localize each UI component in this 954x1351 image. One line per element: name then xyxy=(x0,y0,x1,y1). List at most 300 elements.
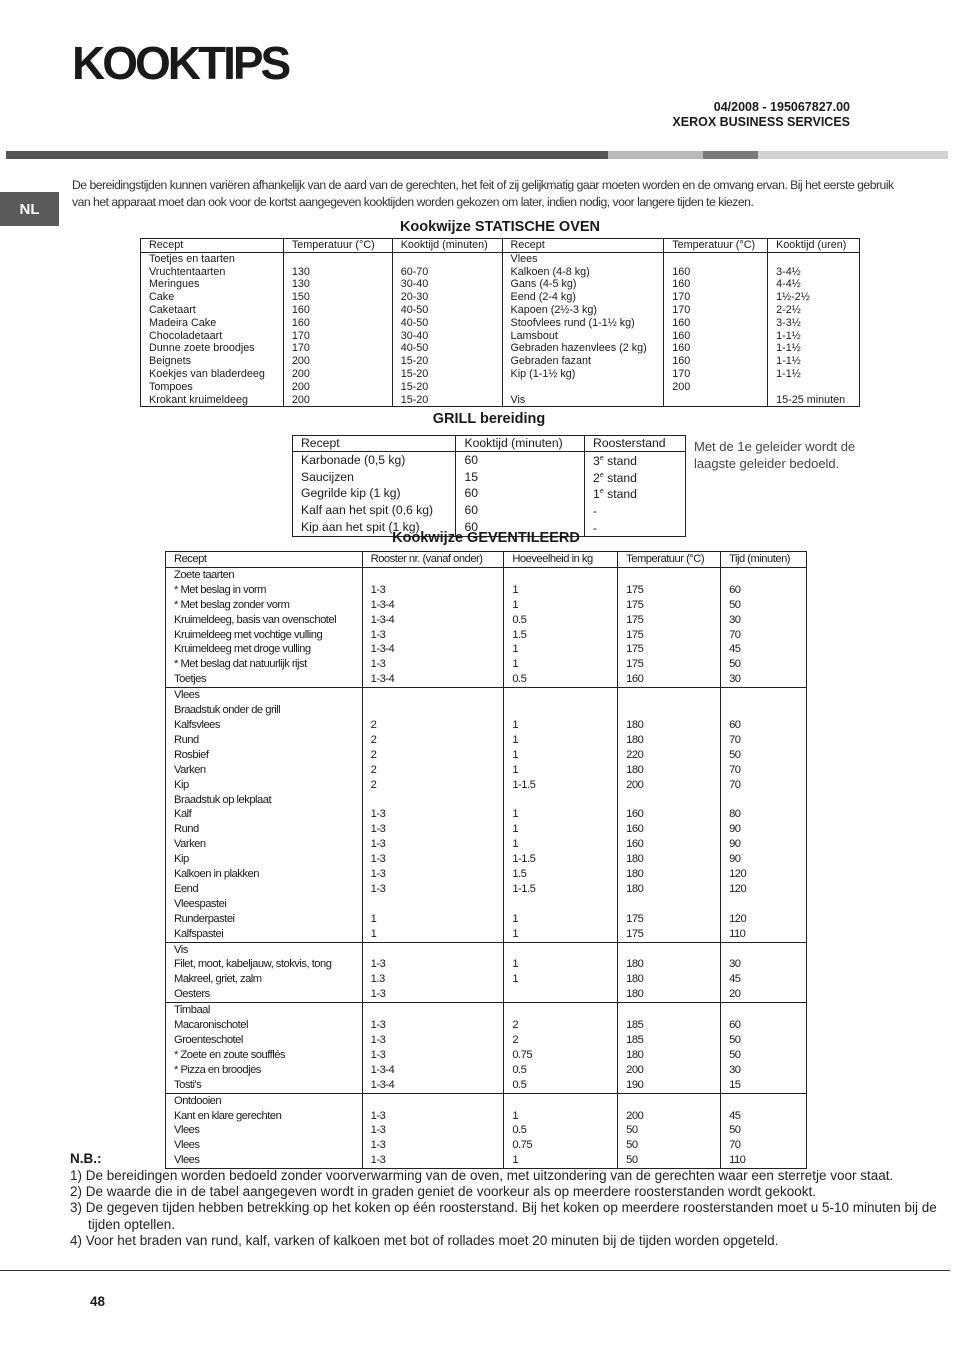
table-row xyxy=(166,567,807,582)
language-tab: NL xyxy=(0,192,59,226)
table-cell: 180 xyxy=(618,882,721,897)
table-row xyxy=(166,688,807,703)
shelf-ordinal: e xyxy=(599,454,604,462)
table-cell: Vis xyxy=(502,394,664,407)
table-row xyxy=(166,897,807,912)
table-cell: Stoofvlees rund (1-1½ kg) xyxy=(502,317,664,330)
table-cell: 45 xyxy=(721,642,807,657)
table-cell: Gebraden hazenvlees (2 kg) xyxy=(502,342,664,355)
table-cell: Kip aan het spit (1 kg) xyxy=(293,519,456,536)
table-cell: 15-20 xyxy=(392,394,502,407)
doc-ref-line2: XEROX BUSINESS SERVICES xyxy=(672,115,850,129)
table-cell: 150 xyxy=(283,291,392,304)
table-row xyxy=(141,330,860,343)
table-row xyxy=(141,278,860,291)
table-row xyxy=(166,763,807,778)
table-cell: 0.5 xyxy=(504,1123,618,1138)
table-cell xyxy=(721,1003,807,1018)
document-reference xyxy=(672,100,850,130)
table-row xyxy=(293,469,686,486)
table-cell: * Zoete en zoute soufflés xyxy=(166,1048,363,1063)
table-cell: 60 xyxy=(721,583,807,598)
table-cell: 15 xyxy=(456,469,585,486)
table-cell xyxy=(664,394,768,407)
table-cell: 1.3 xyxy=(362,972,504,987)
table-cell: Gegrilde kip (1 kg) xyxy=(293,485,456,502)
table-cell: 1-3 xyxy=(362,852,504,867)
table-row xyxy=(166,1048,807,1063)
table-cell: Kalkoen (4-8 kg) xyxy=(502,266,664,279)
table-row xyxy=(141,368,860,381)
grill-note: Met de 1e geleider wordt de laagste geleider bedoeld. xyxy=(694,439,856,471)
table-cell: Kapoen (2½-3 kg) xyxy=(502,304,664,317)
column-header: Recept xyxy=(166,552,363,568)
table-cell: 50 xyxy=(721,598,807,613)
table-cell: 20 xyxy=(721,987,807,1002)
table-cell: 200 xyxy=(618,1063,721,1078)
table-row xyxy=(166,778,807,793)
page-number: 48 xyxy=(90,1294,106,1309)
table-cell: 15-25 minuten xyxy=(768,394,860,407)
table-cell: 1-3 xyxy=(362,583,504,598)
table-row xyxy=(166,672,807,687)
table-cell: Kalf aan het spit (0,6 kg) xyxy=(293,502,456,519)
table-cell: 1-3 xyxy=(362,1153,504,1168)
shelf-suffix: stand xyxy=(603,453,637,468)
table-row xyxy=(166,1078,807,1093)
table-cell: 200 xyxy=(664,381,768,394)
column-header: Roosterstand xyxy=(585,436,686,452)
table-cell: 1-1.5 xyxy=(504,852,618,867)
table-cell xyxy=(585,485,686,502)
table-cell: 175 xyxy=(618,912,721,927)
table-cell: 160 xyxy=(283,304,392,317)
table-cell: 60 xyxy=(456,485,585,502)
table-cell: Eend (2-4 kg) xyxy=(502,291,664,304)
table-cell: 1-3 xyxy=(362,987,504,1002)
table-row xyxy=(166,718,807,733)
table-row xyxy=(166,867,807,882)
table-cell: 175 xyxy=(618,657,721,672)
table-row xyxy=(166,987,807,1002)
table-cell: 1 xyxy=(504,807,618,822)
table-cell: 90 xyxy=(721,852,807,867)
table-cell: 1 xyxy=(504,1109,618,1124)
table-cell: 1 xyxy=(504,583,618,598)
table-cell: 1-3 xyxy=(362,1109,504,1124)
column-header: Rooster nr. (vanaf onder) xyxy=(362,552,504,568)
table-cell: Varken xyxy=(166,763,363,778)
table-cell: 50 xyxy=(721,748,807,763)
table-cell: Kruimeldeeg met vochtige vulling xyxy=(166,628,363,643)
table-cell: 50 xyxy=(721,1123,807,1138)
table-cell: Tosti's xyxy=(166,1078,363,1093)
table-row xyxy=(166,852,807,867)
table-cell xyxy=(504,1003,618,1018)
table-cell: Vis xyxy=(166,942,363,957)
table-cell: 180 xyxy=(618,852,721,867)
table-cell xyxy=(504,897,618,912)
table-cell xyxy=(664,252,768,265)
table-cell: 1 xyxy=(504,598,618,613)
table-cell xyxy=(362,703,504,718)
table-cell: Dunne zoete broodjes xyxy=(141,342,284,355)
table-row xyxy=(166,1123,807,1138)
table-row xyxy=(293,502,686,519)
table-cell xyxy=(502,381,664,394)
table-cell: 1-3 xyxy=(362,807,504,822)
table-cell: 200 xyxy=(283,355,392,368)
table-row xyxy=(166,822,807,837)
table-cell: Timbaal xyxy=(166,1003,363,1018)
table-cell: 160 xyxy=(283,317,392,330)
table-cell: 0.75 xyxy=(504,1048,618,1063)
table-cell: 1-3 xyxy=(362,657,504,672)
table-cell: 1½-2½ xyxy=(768,291,860,304)
table-cell: 120 xyxy=(721,882,807,897)
table-cell: 70 xyxy=(721,778,807,793)
doc-ref-line1: 04/2008 - 195067827.00 xyxy=(713,100,850,114)
table-cell: 30-40 xyxy=(392,330,502,343)
table-row xyxy=(166,972,807,987)
table-cell xyxy=(721,897,807,912)
table-cell: 1-3 xyxy=(362,822,504,837)
shelf-number: 2 xyxy=(593,470,600,485)
table-cell: 2-2½ xyxy=(768,304,860,317)
header-bar-mid xyxy=(703,151,758,159)
table-cell: 2 xyxy=(362,763,504,778)
table-row xyxy=(166,793,807,808)
table-cell: 1-1½ xyxy=(768,368,860,381)
table-cell xyxy=(768,381,860,394)
table-cell: 170 xyxy=(664,291,768,304)
table-cell: Macaronischotel xyxy=(166,1018,363,1033)
table-cell: 30 xyxy=(721,672,807,687)
table-row xyxy=(293,451,686,468)
table-cell: 1 xyxy=(504,912,618,927)
table-cell: Karbonade (0,5 kg) xyxy=(293,451,456,468)
table-cell: Vlees xyxy=(166,688,363,703)
table-cell: 1-3 xyxy=(362,882,504,897)
table-cell: 2 xyxy=(362,733,504,748)
table-cell: 1-3-4 xyxy=(362,672,504,687)
table-cell: Kip (1-1½ kg) xyxy=(502,368,664,381)
table-cell: Kalf xyxy=(166,807,363,822)
table-cell: Ontdooien xyxy=(166,1093,363,1108)
table-cell: 0.5 xyxy=(504,1078,618,1093)
page-title: KOOKTIPS xyxy=(72,37,289,89)
table-cell: 160 xyxy=(664,266,768,279)
table-cell: 45 xyxy=(721,972,807,987)
table-cell: 180 xyxy=(618,733,721,748)
table-cell: 170 xyxy=(283,330,392,343)
static-oven-table xyxy=(140,238,860,407)
table-cell: Oesters xyxy=(166,987,363,1002)
table-cell: 1 xyxy=(504,748,618,763)
table-cell: 185 xyxy=(618,1018,721,1033)
table-row xyxy=(166,912,807,927)
ventilated-table xyxy=(165,551,807,1169)
table-cell xyxy=(362,942,504,957)
table-cell: 70 xyxy=(721,628,807,643)
table-row xyxy=(141,355,860,368)
table-cell: 1-3 xyxy=(362,1033,504,1048)
table-cell xyxy=(618,897,721,912)
table-cell: 1 xyxy=(504,927,618,942)
table-cell: 60 xyxy=(721,718,807,733)
table-cell xyxy=(504,703,618,718)
table-cell xyxy=(618,942,721,957)
column-header: Temperatuur (°C) xyxy=(283,239,392,253)
column-header: Kooktijd (minuten) xyxy=(456,436,585,452)
table-cell: Krokant kruimeldeeg xyxy=(141,394,284,407)
table-cell: Varken xyxy=(166,837,363,852)
header-bar-light xyxy=(608,151,703,159)
table-cell: Chocoladetaart xyxy=(141,330,284,343)
table-cell: 170 xyxy=(283,342,392,355)
table-cell xyxy=(362,1093,504,1108)
table-cell: 1 xyxy=(504,957,618,972)
table-cell xyxy=(585,469,686,486)
table-cell: 70 xyxy=(721,1138,807,1153)
table-cell: 2 xyxy=(362,748,504,763)
table-cell: 3-4½ xyxy=(768,266,860,279)
table-cell: 40-50 xyxy=(392,342,502,355)
table-row xyxy=(166,598,807,613)
table-cell: 40-50 xyxy=(392,317,502,330)
column-header: Recept xyxy=(293,436,456,452)
table-row xyxy=(166,1063,807,1078)
table-cell: 175 xyxy=(618,628,721,643)
table-cell: 160 xyxy=(664,330,768,343)
table-cell: 170 xyxy=(664,304,768,317)
table-cell xyxy=(392,252,502,265)
table-cell: 50 xyxy=(618,1153,721,1168)
table-row xyxy=(166,1018,807,1033)
table-cell: 175 xyxy=(618,613,721,628)
table-cell: 1-3 xyxy=(362,1018,504,1033)
table-cell: Tompoes xyxy=(141,381,284,394)
table-cell: 50 xyxy=(721,1048,807,1063)
table-cell: 160 xyxy=(664,355,768,368)
table-cell: Gans (4-5 kg) xyxy=(502,278,664,291)
table-cell xyxy=(768,252,860,265)
table-cell: 1 xyxy=(504,972,618,987)
table-cell: 160 xyxy=(618,837,721,852)
table-cell xyxy=(362,688,504,703)
table-cell: 180 xyxy=(618,718,721,733)
table-cell: 15 xyxy=(721,1078,807,1093)
table-cell xyxy=(618,688,721,703)
table-cell: 0.5 xyxy=(504,613,618,628)
shelf-suffix: stand xyxy=(603,470,637,485)
table-cell: Gebraden fazant xyxy=(502,355,664,368)
table-cell: 200 xyxy=(618,1109,721,1124)
table-cell: 0.75 xyxy=(504,1138,618,1153)
table-cell xyxy=(618,1093,721,1108)
table-cell: 1 xyxy=(362,912,504,927)
table-cell: 220 xyxy=(618,748,721,763)
table-cell: 1-3-4 xyxy=(362,598,504,613)
table-cell xyxy=(721,688,807,703)
table-row xyxy=(166,1033,807,1048)
table-cell: Koekjes van bladerdeeg xyxy=(141,368,284,381)
table-cell: 1-1½ xyxy=(768,330,860,343)
table-row xyxy=(141,381,860,394)
table-cell: 1-1.5 xyxy=(504,882,618,897)
table-cell: 60 xyxy=(721,1018,807,1033)
table-row xyxy=(166,1003,807,1018)
table-cell: 1-3 xyxy=(362,867,504,882)
table-cell: Kruimeldeeg met droge vulling xyxy=(166,642,363,657)
table-cell: 1-3-4 xyxy=(362,613,504,628)
notes-list xyxy=(70,1168,940,1249)
table-cell: 1 xyxy=(362,927,504,942)
intro-text: De bereidingstijden kunnen variëren afhankelijk van de aard van de gerechten, het feit of zij gelijkmatig gaar moeten worden en de omvang ervan. Bij het eerste gebruik van het apparaat moet dan ook voor de kortst aangegeven kooktijden worden gekozen om later, indien nodig, voor langere tijden te kiezen. xyxy=(72,178,894,209)
table-cell: 160 xyxy=(664,317,768,330)
table-cell: 80 xyxy=(721,807,807,822)
table-cell: 1.5 xyxy=(504,628,618,643)
table-cell: Rosbief xyxy=(166,748,363,763)
table-cell xyxy=(585,451,686,468)
table-row xyxy=(166,882,807,897)
table-cell: Madeira Cake xyxy=(141,317,284,330)
table-cell: Zoete taarten xyxy=(166,567,363,582)
table-cell: Beignets xyxy=(141,355,284,368)
table-cell: 50 xyxy=(721,1033,807,1048)
table-cell: 70 xyxy=(721,763,807,778)
table-cell: 45 xyxy=(721,1109,807,1124)
table-cell: Toetjes en taarten xyxy=(141,252,284,265)
table-cell: 1-3 xyxy=(362,1048,504,1063)
table-cell: 160 xyxy=(618,822,721,837)
column-header: Temperatuur (°C) xyxy=(618,552,721,568)
table-row xyxy=(141,266,860,279)
table-cell: 175 xyxy=(618,642,721,657)
table-cell xyxy=(618,793,721,808)
table-cell: 60-70 xyxy=(392,266,502,279)
table-row xyxy=(166,1109,807,1124)
table-row xyxy=(166,927,807,942)
grill-title: GRILL bereiding xyxy=(432,411,546,427)
table-cell: * Met beslag in vorm xyxy=(166,583,363,598)
table-cell: 30 xyxy=(721,1063,807,1078)
table-cell: 30 xyxy=(721,613,807,628)
table-cell: Makreel, griet, zalm xyxy=(166,972,363,987)
grill-table xyxy=(292,435,686,537)
static-oven-title: Kookwijze STATISCHE OVEN xyxy=(399,219,601,235)
table-cell: Cake xyxy=(141,291,284,304)
table-cell xyxy=(618,567,721,582)
table-cell: 1-3 xyxy=(362,837,504,852)
table-row xyxy=(166,583,807,598)
table-row xyxy=(166,703,807,718)
table-cell: Groenteschotel xyxy=(166,1033,363,1048)
table-cell: 1-1½ xyxy=(768,355,860,368)
table-cell xyxy=(721,793,807,808)
shelf-number: 3 xyxy=(593,453,600,468)
table-cell: 190 xyxy=(618,1078,721,1093)
table-cell: 2 xyxy=(504,1033,618,1048)
table-cell: 120 xyxy=(721,867,807,882)
table-cell: 1-3 xyxy=(362,1123,504,1138)
shelf-number: - xyxy=(593,520,598,535)
table-cell: 175 xyxy=(618,927,721,942)
header-bar-pale xyxy=(758,151,948,159)
table-cell: Meringues xyxy=(141,278,284,291)
table-cell: 160 xyxy=(618,807,721,822)
table-row xyxy=(166,957,807,972)
table-row xyxy=(166,657,807,672)
table-cell: 30 xyxy=(721,957,807,972)
table-cell: 120 xyxy=(721,912,807,927)
table-row xyxy=(166,1138,807,1153)
table-cell: * Met beslag dat natuurlijk rijst xyxy=(166,657,363,672)
table-cell xyxy=(721,942,807,957)
table-cell: 180 xyxy=(618,957,721,972)
table-cell: 180 xyxy=(618,972,721,987)
table-cell: 0.5 xyxy=(504,672,618,687)
column-header: Kooktijd (uren) xyxy=(768,239,860,253)
table-cell: 40-50 xyxy=(392,304,502,317)
table-row xyxy=(293,485,686,502)
table-cell: 1-3-4 xyxy=(362,1078,504,1093)
ventilated-title: Kookwijze GEVENTILEERD xyxy=(392,530,580,546)
table-cell xyxy=(504,942,618,957)
table-cell: 1 xyxy=(504,718,618,733)
table-cell: 1 xyxy=(504,1153,618,1168)
table-cell: 0.5 xyxy=(504,1063,618,1078)
note-item: 4) Voor het braden van rund, kalf, varken of kalkoen met bot of rollades moet 20 minuten bij de tijden worden opgeteld. xyxy=(70,1232,779,1248)
table-cell: 200 xyxy=(618,778,721,793)
table-cell: 1 xyxy=(504,642,618,657)
table-cell: 1-3-4 xyxy=(362,642,504,657)
table-cell xyxy=(362,1003,504,1018)
table-cell: Runderpastei xyxy=(166,912,363,927)
table-cell xyxy=(504,987,618,1002)
table-row xyxy=(166,628,807,643)
table-cell: 200 xyxy=(283,381,392,394)
shelf-suffix: stand xyxy=(603,487,637,502)
table-cell: 50 xyxy=(721,657,807,672)
table-cell: 200 xyxy=(283,368,392,381)
table-row xyxy=(166,807,807,822)
column-header: Hoeveelheid in kg xyxy=(504,552,618,568)
table-cell: Braadstuk op lekplaat xyxy=(166,793,363,808)
table-cell: 180 xyxy=(618,867,721,882)
table-row xyxy=(166,837,807,852)
table-cell: Vlees xyxy=(166,1123,363,1138)
table-cell: 180 xyxy=(618,763,721,778)
table-cell: Vlees xyxy=(502,252,664,265)
table-cell: * Pizza en broodjes xyxy=(166,1063,363,1078)
table-cell: 3-3½ xyxy=(768,317,860,330)
shelf-number: 1 xyxy=(593,487,600,502)
footer-rule xyxy=(0,1270,950,1271)
table-cell: 1-1.5 xyxy=(504,778,618,793)
table-cell: Rund xyxy=(166,733,363,748)
table-cell: 170 xyxy=(664,368,768,381)
table-cell xyxy=(362,897,504,912)
shelf-number: - xyxy=(593,504,598,519)
table-cell: 90 xyxy=(721,822,807,837)
table-cell: Saucijzen xyxy=(293,469,456,486)
table-cell xyxy=(362,567,504,582)
table-cell: 1 xyxy=(504,733,618,748)
table-cell xyxy=(283,252,392,265)
table-row xyxy=(166,1093,807,1108)
table-cell: 160 xyxy=(664,342,768,355)
